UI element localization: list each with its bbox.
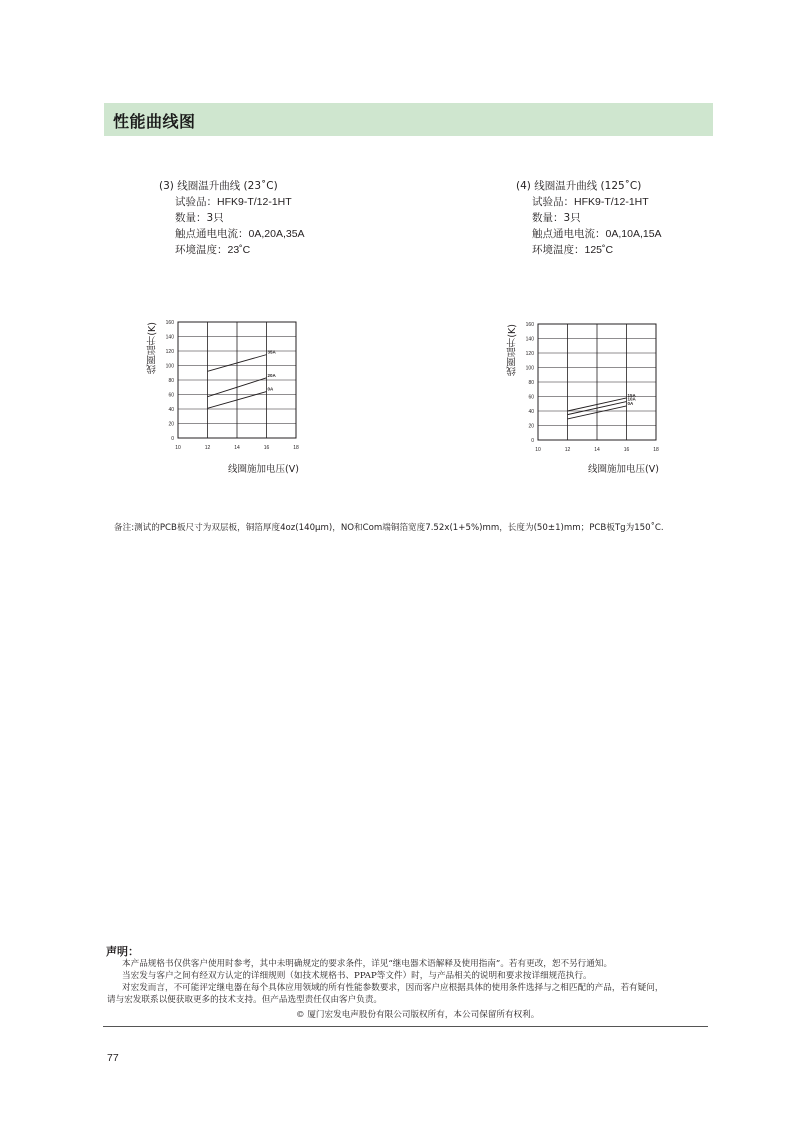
y-tick-label: 80 (168, 378, 174, 384)
x-tick-label: 18 (653, 447, 659, 453)
y-tick-label: 0 (531, 438, 534, 444)
declaration-line-2: 当宏发与客户之间有经双方认定的详细规则（如技术规格书、PPAP等文件）时，与产品相关的说明和要求按详细规范执行。 (122, 971, 592, 981)
spec-current: 触点通电电流：0A,10A,15A (532, 228, 662, 240)
y-tick-label: 0 (171, 436, 174, 442)
chart-1-ylabel: 线圈温升(K) (147, 322, 158, 374)
y-tick-label: 140 (165, 334, 174, 341)
footer-divider (103, 1026, 708, 1027)
y-tick-label: 60 (168, 392, 174, 399)
chart-1 (165, 318, 308, 458)
note-text: 备注:测试的PCB板尺寸为双层板，铜箔厚度4oz(140μm)，NO和Com端铜箔宽度7.52x(1+5%)mm，长度为(50±1)mm；PCB板Tg为150˚C. (114, 523, 664, 533)
y-tick-label: 160 (525, 322, 534, 328)
declaration-title: 声明： (106, 945, 139, 958)
y-tick-label: 40 (528, 409, 534, 415)
series-label-0A: 0A (627, 400, 634, 406)
y-tick-label: 140 (525, 336, 534, 343)
spec-block-1 (159, 178, 305, 258)
spec-title: (4) 线圈温升曲线 (125˚C) (516, 180, 642, 192)
y-tick-label: 20 (168, 421, 174, 428)
x-tick-label: 10 (535, 447, 541, 453)
x-tick-label: 16 (623, 447, 630, 453)
series-label-35A: 35A (267, 349, 276, 355)
spec-sample: 试验品：HFK9-T/12-1HT (175, 196, 292, 208)
y-tick-label: 60 (528, 394, 534, 401)
x-tick-label: 10 (175, 445, 181, 451)
section-title: 性能曲线图 (113, 112, 196, 131)
x-tick-label: 18 (293, 445, 299, 451)
chart-2 (525, 320, 668, 460)
x-tick-label: 14 (594, 447, 600, 453)
y-tick-label: 100 (165, 363, 174, 370)
section-header (104, 103, 713, 136)
declaration-line-3: 对宏发而言，不可能评定继电器在每个具体应用领域的所有性能参数要求，因而客户应根据具体的使用条件选择与之相匹配的产品，若有疑问， (122, 983, 664, 993)
spec-env: 环境温度：125˚C (532, 244, 614, 256)
chart-2-ylabel: 线圈温升(K) (507, 324, 518, 376)
spec-env: 环境温度：23˚C (175, 244, 251, 256)
x-tick-label: 14 (234, 445, 240, 451)
spec-block-2 (516, 178, 662, 258)
series-label-20A: 20A (267, 372, 276, 378)
chart-2-xlabel: 线圈施加电压(V) (588, 464, 659, 475)
chart-1-xlabel: 线圈施加电压(V) (228, 464, 299, 475)
page-number: 77 (107, 1052, 119, 1064)
y-tick-label: 100 (525, 365, 534, 372)
spec-current: 触点通电电流：0A,20A,35A (175, 228, 305, 240)
y-tick-label: 120 (525, 351, 534, 357)
spec-qty: 数量：3只 (532, 212, 581, 224)
y-tick-label: 40 (168, 407, 174, 413)
declaration-line-1: 本产品规格书仅供客户使用时参考，其中未明确规定的要求条件，详见“继电器术语解释及使用指南”。若有更改，恕不另行通知。 (122, 959, 613, 969)
copyright-text: © 厦门宏发电声股份有限公司版权所有，本公司保留所有权利。 (296, 1010, 540, 1020)
declaration-line-4: 请与宏发联系以便获取更多的技术支持。但产品选型责任仅由客户负责。 (107, 995, 383, 1005)
y-tick-label: 20 (528, 423, 534, 430)
spec-qty: 数量：3只 (175, 212, 224, 224)
y-tick-label: 160 (165, 320, 174, 326)
series-label-15A: 15A (627, 392, 636, 398)
x-tick-label: 16 (263, 445, 270, 451)
series-label-0A: 0A (267, 386, 274, 392)
spec-title: (3) 线圈温升曲线 (23˚C) (159, 180, 278, 192)
y-tick-label: 80 (528, 380, 534, 386)
spec-sample: 试验品：HFK9-T/12-1HT (532, 196, 649, 208)
y-tick-label: 120 (165, 349, 174, 355)
x-tick-label: 12 (564, 447, 571, 453)
series-label-10A: 10A (627, 396, 636, 402)
x-tick-label: 12 (204, 445, 211, 451)
